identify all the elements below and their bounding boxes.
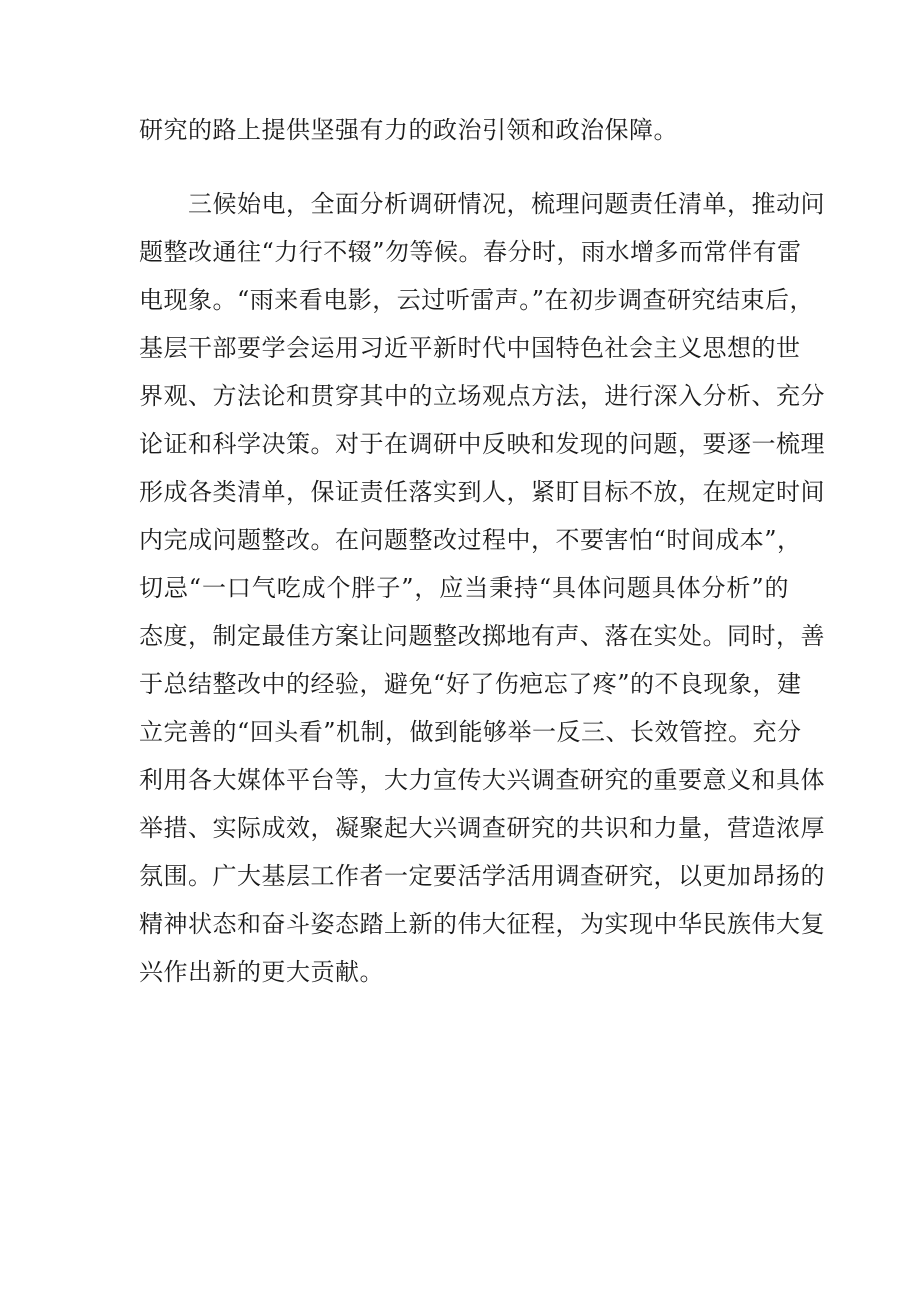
body-text [139,106,825,996]
text-line: 态度，制定最佳方案让问题整改掷地有声、落在实处。同时，善 [139,622,825,650]
text-line: 兴作出新的更大贡献。 [139,958,384,986]
text-line: 利用各大媒体平台等，大力宣传大兴调查研究的重要意义和具体 [139,766,825,794]
paragraph-2 [139,180,825,996]
text-line: 界观、方法论和贯穿其中的立场观点方法，进行深入分析、充分 [139,382,825,410]
paragraph-1 [139,106,789,154]
text-line: 内完成问题整改。在问题整改过程中，不要害怕“时间成本”， [139,526,802,554]
text-line: 三候始电，全面分析调研情况，梳理问题责任清单，推动问 [188,190,825,218]
text-line: 立完善的“回头看”机制，做到能够举一反三、长效管控。充分 [139,718,802,746]
text-line: 切忌“一口气吃成个胖子”，应当秉持“具体问题具体分析”的 [139,574,789,602]
text-line: 电现象。“雨来看电影，云过听雷声。”在初步调查研究结束后， [139,286,815,314]
text-line: 研究的路上提供坚强有力的政治引领和政治保障。 [139,116,678,144]
text-line: 形成各类清单，保证责任落实到人，紧盯目标不放，在规定时间 [139,478,825,506]
text-line: 题整改通往“力行不辍”勿等候。春分时，雨水增多而常伴有雷 [139,238,802,266]
text-line: 氛围。广大基层工作者一定要活学活用调查研究，以更加昂扬的 [139,862,825,890]
text-line: 举措、实际成效，凝聚起大兴调查研究的共识和力量，营造浓厚 [139,814,825,842]
text-line: 基层干部要学会运用习近平新时代中国特色社会主义思想的世 [139,334,801,362]
text-line: 论证和科学决策。对于在调研中反映和发现的问题，要逐一梳理 [139,430,825,458]
text-line: 于总结整改中的经验，避免“好了伤疤忘了疼”的不良现象，建 [139,670,802,698]
text-line: 精神状态和奋斗姿态踏上新的伟大征程，为实现中华民族伟大复 [139,910,825,938]
paragraph-gap [139,154,789,180]
